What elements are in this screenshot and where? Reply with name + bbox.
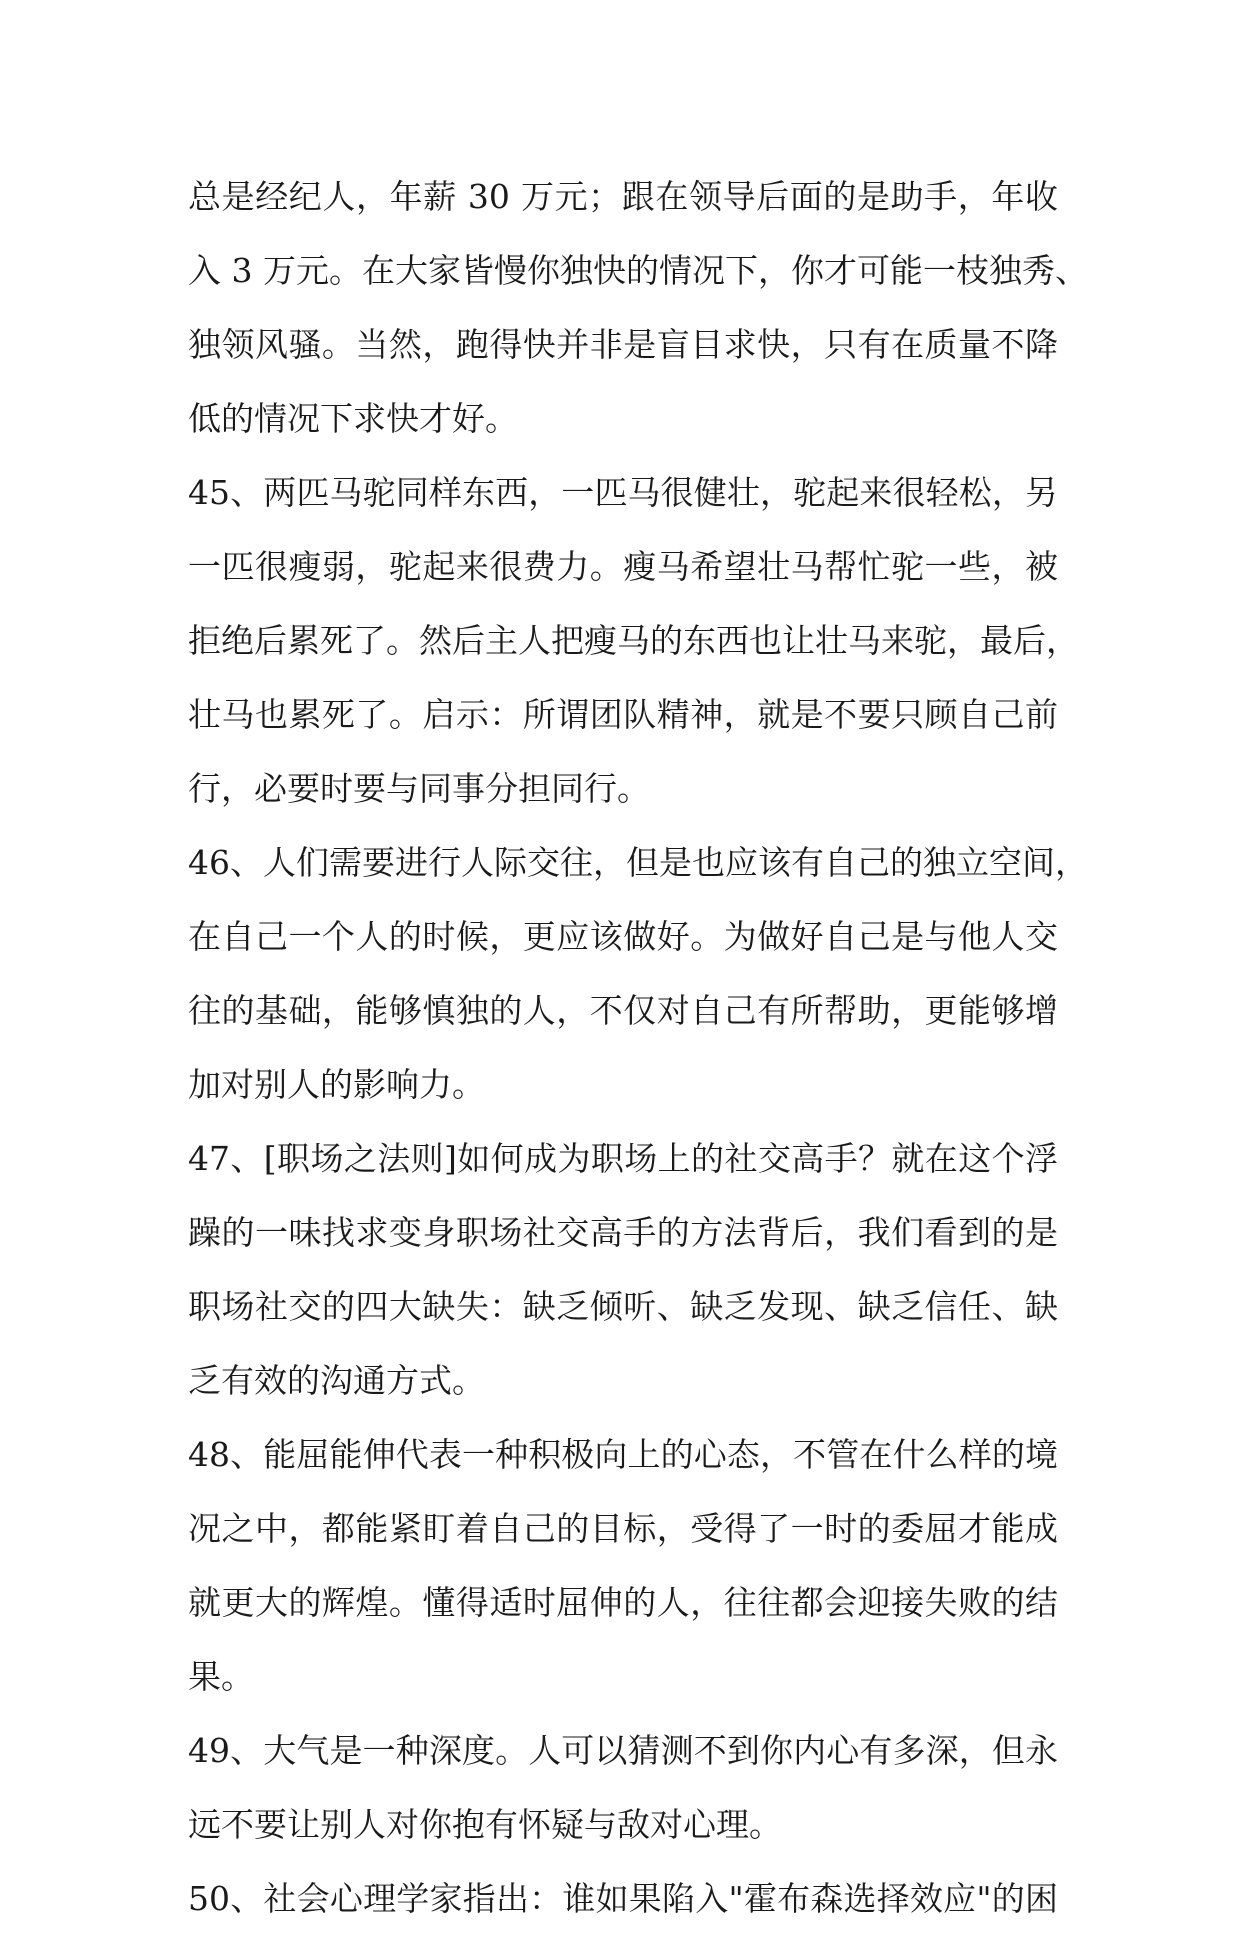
text-line: 低的情况下求快才好。 [188, 399, 518, 438]
text-line: 远不要让别人对你抱有怀疑与敌对心理。 [188, 1805, 782, 1844]
text-line: 就更大的辉煌。懂得适时屈伸的人，往往都会迎接失败的结 [188, 1583, 1058, 1622]
text-line: 46、人们需要进行人际交往，但是也应该有自己的独立空间， [188, 843, 1088, 882]
text-line: 果。 [188, 1657, 254, 1696]
text-line: 48、能屈能伸代表一种积极向上的心态，不管在什么样的境 [188, 1435, 1058, 1474]
text-line: 45、两匹马驼同样东西，一匹马很健壮，驼起来很轻松，另 [188, 473, 1058, 512]
text-line: 躁的一味找求变身职场社交高手的方法背后，我们看到的是 [188, 1213, 1058, 1252]
text-line: 职场社交的四大缺失：缺乏倾听、缺乏发现、缺乏信任、缺 [188, 1287, 1058, 1326]
text-line: 49、大气是一种深度。人可以猜测不到你内心有多深，但永 [188, 1731, 1058, 1770]
text-line: 行，必要时要与同事分担同行。 [188, 769, 650, 808]
text-line: 壮马也累死了。启示：所谓团队精神，就是不要只顾自己前 [188, 695, 1058, 734]
text-line: 入 3 万元。在大家皆慢你独快的情况下，你才可能一枝独秀、 [188, 251, 1088, 290]
text-line: 况之中，都能紧盯着自己的目标，受得了一时的委屈才能成 [188, 1509, 1058, 1548]
text-line: 总是经纪人，年薪 30 万元；跟在领导后面的是助手，年收 [188, 177, 1058, 216]
text-line: 加对别人的影响力。 [188, 1065, 485, 1104]
text-line: 拒绝后累死了。然后主人把瘦马的东西也让壮马来驼，最后， [188, 621, 1079, 660]
text-line: 在自己一个人的时候，更应该做好。为做好自己是与他人交 [188, 917, 1058, 956]
text-line: 独领风骚。当然，跑得快并非是盲目求快，只有在质量不降 [188, 325, 1058, 364]
text-line: 往的基础，能够慎独的人，不仅对自己有所帮助，更能够增 [188, 991, 1058, 1030]
body-text [188, 160, 1088, 1936]
text-line: 50、社会心理学家指出：谁如果陷入"霍布森选择效应"的困 [188, 1879, 1058, 1918]
text-line: 47、[职场之法则]如何成为职场上的社交高手？就在这个浮 [188, 1139, 1058, 1178]
text-line: 一匹很瘦弱，驼起来很费力。瘦马希望壮马帮忙驼一些，被 [188, 547, 1058, 586]
text-line: 乏有效的沟通方式。 [188, 1361, 485, 1400]
